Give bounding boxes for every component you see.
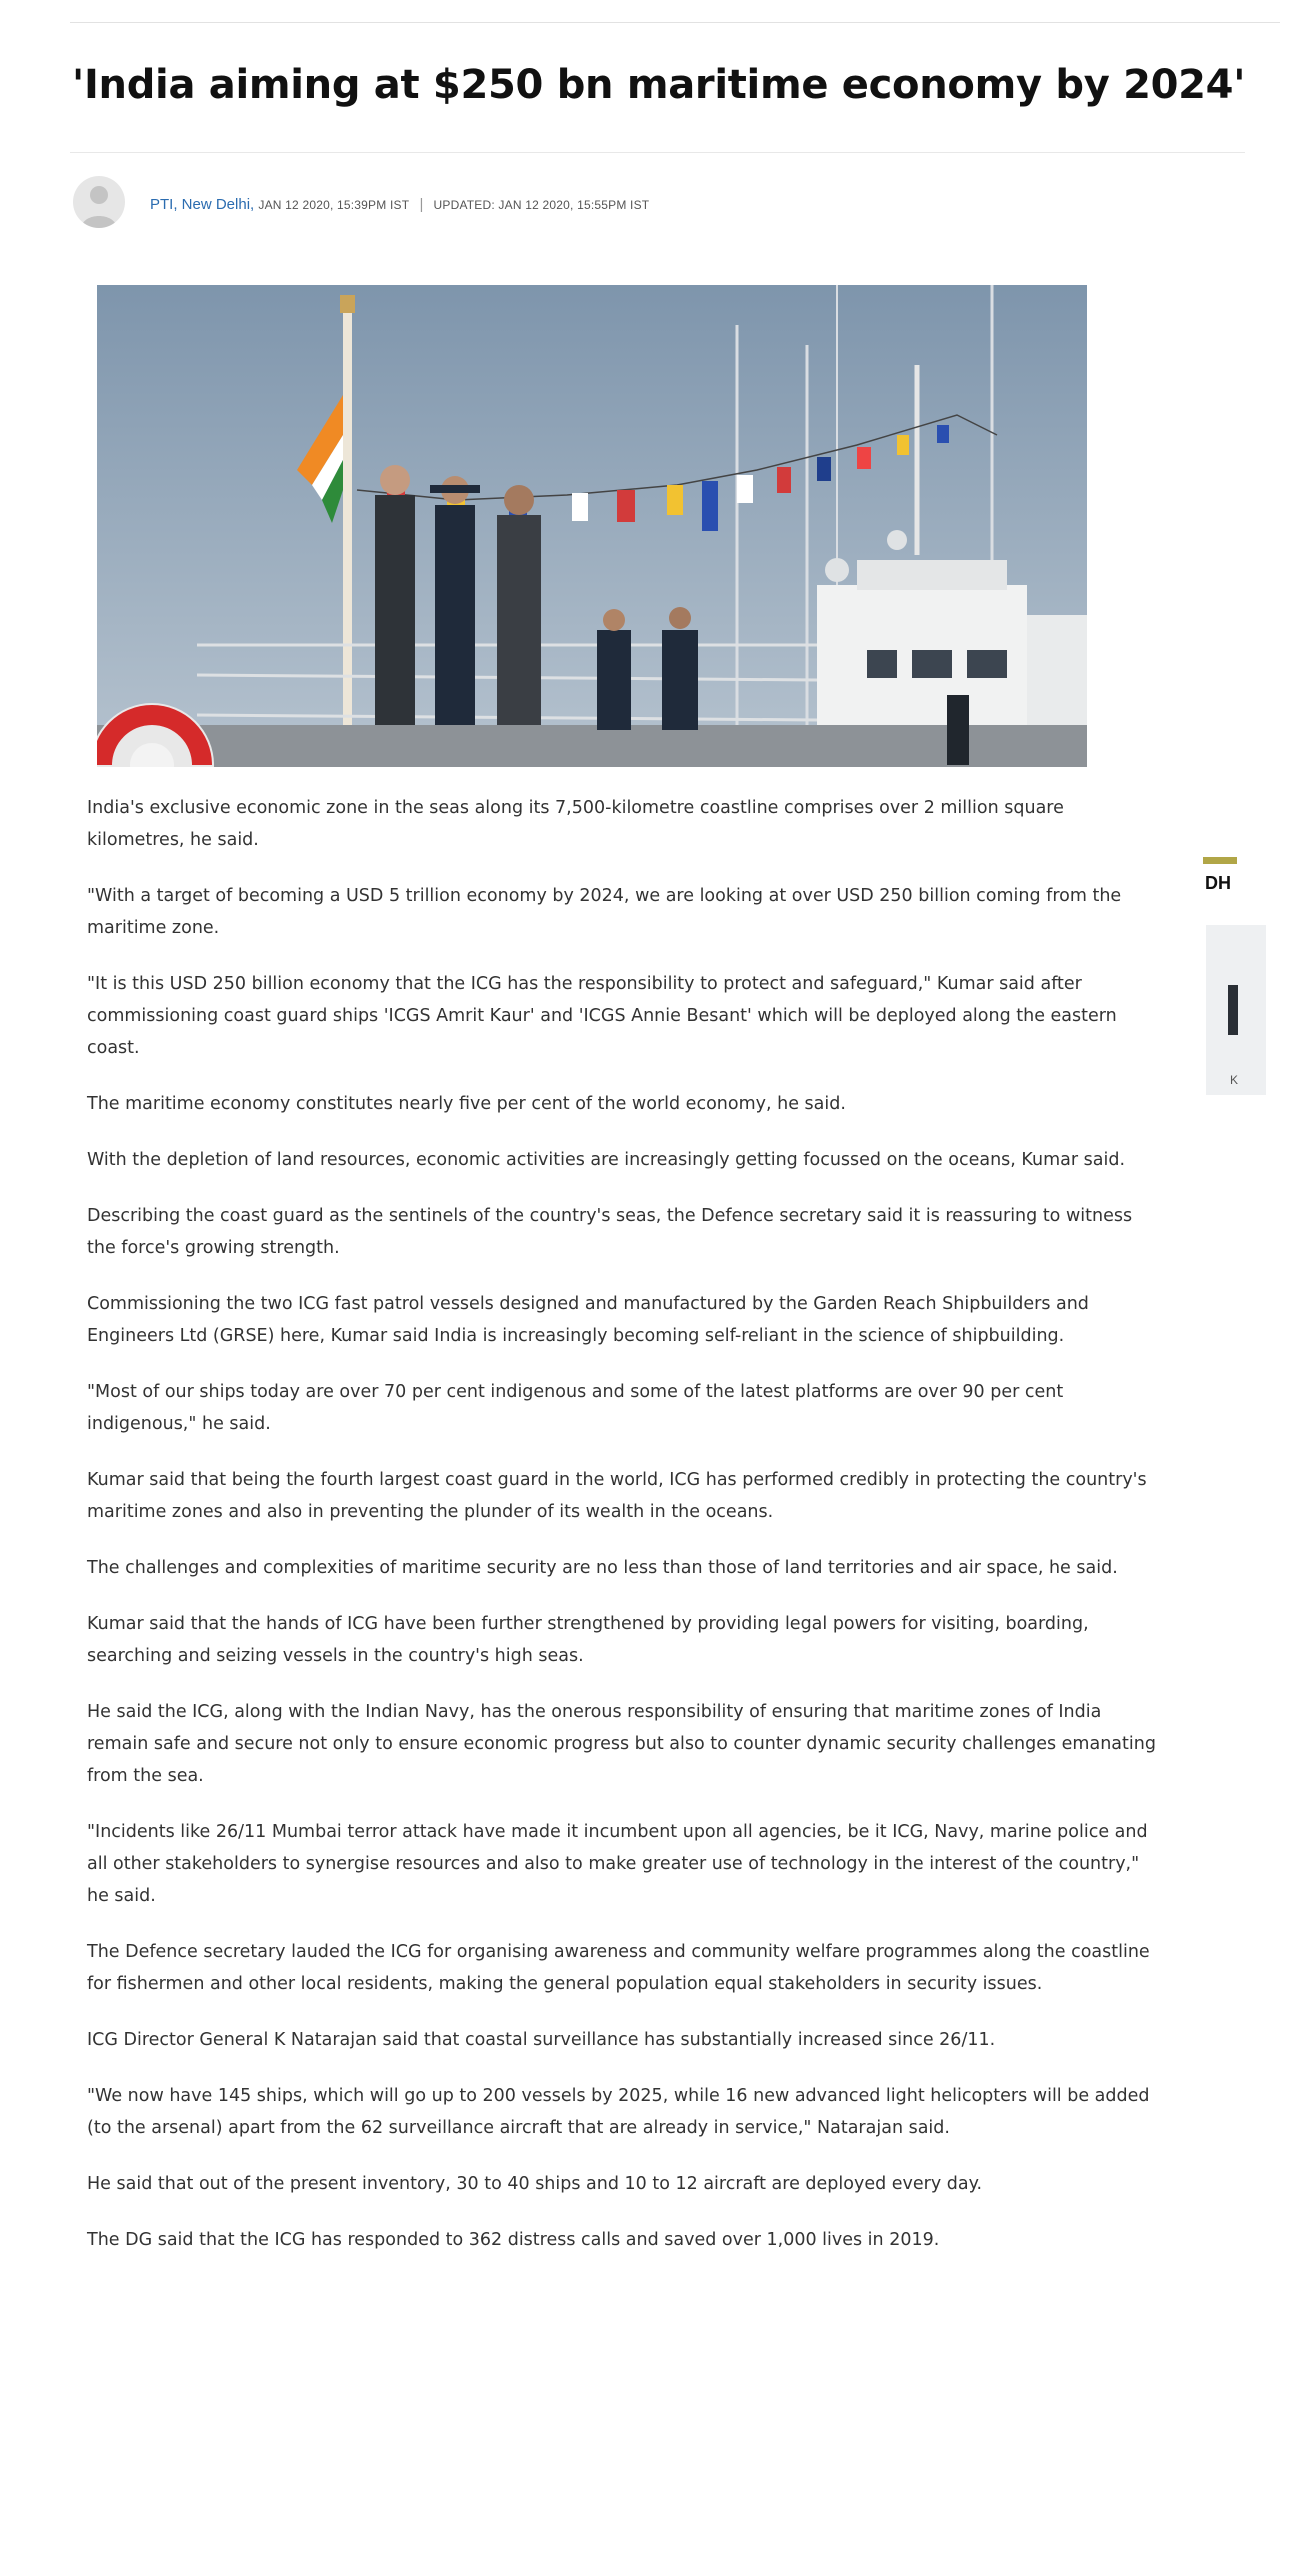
byline-separator: | [419,196,424,213]
article-paragraph: "Incidents like 26/11 Mumbai terror attack have made it incumbent upon all agencies, be it ICG, Navy, marine police and all other stakeholders to synergise resources and also to make greater use of technology in the interest of the country," he said. [87,1822,1148,1906]
sidebar-thumbnail-image [1228,985,1238,1035]
article-paragraph: The Defence secretary lauded the ICG for organising awareness and community welfare programmes along the coastline for fishermen and other local residents, making the general population equal stakeholders in security issues. [87,1942,1150,1994]
article-paragraph: He said that out of the present inventory, 30 to 40 ships and 10 to 12 aircraft are deployed every day. [87,2174,983,2194]
article-paragraph: "It is this USD 250 billion economy that the ICG has the responsibility to protect and safeguard," Kumar said after commissioning coast guard ships 'ICGS Amrit Kaur' and 'ICGS Annie Besant' which will be deployed along the eastern coast. [87,974,1117,1058]
article-paragraph: The DG said that the ICG has responded to 362 distress calls and saved over 1,000 lives in 2019. [87,2230,940,2250]
article-paragraph: Commissioning the two ICG fast patrol vessels designed and manufactured by the Garden Reach Shipbuilders and Engineers Ltd (GRSE) here, Kumar said India is increasingly becoming self-reliant in the science of shipbuilding. [87,1294,1089,1346]
sidebar-accent-bar [1203,857,1237,864]
top-divider [70,22,1280,23]
article-paragraph: Kumar said that being the fourth largest coast guard in the world, ICG has performed credibly in protecting the country's maritime zones and also in preventing the plunder of its wealth in the oceans. [87,1470,1147,1522]
sidebar-thumbnail-text: K [1230,1073,1239,1087]
article-paragraph: Kumar said that the hands of ICG have been further strengthened by providing legal powers for visiting, boarding, searching and seizing vessels in the country's high seas. [87,1614,1089,1666]
headline-divider [70,152,1245,153]
article-paragraph: With the depletion of land resources, economic activities are increasingly getting focussed on the oceans, Kumar said. [87,1150,1126,1170]
article-headline: 'India aiming at $250 bn maritime economy by 2024' [72,62,1246,108]
article-paragraph: He said the ICG, along with the Indian Navy, has the onerous responsibility of ensuring that maritime zones of India remain safe and secure not only to ensure economic progress but also to counter dynamic security challenges emanating from the sea. [87,1702,1156,1786]
article-paragraph: "With a target of becoming a USD 5 trillion economy by 2024, we are looking at over USD 250 billion coming from the maritime zone. [87,886,1122,938]
article-paragraph: ICG Director General K Natarajan said that coastal surveillance has substantially increased since 26/11. [87,2030,996,2050]
article-paragraph: "We now have 145 ships, which will go up to 200 vessels by 2025, while 16 new advanced light helicopters will be added (to the arsenal) apart from the 62 surveillance aircraft that are already in service," Natarajan said. [87,2086,1150,2138]
article-paragraph: The maritime economy constitutes nearly five per cent of the world economy, he said. [87,1094,846,1114]
byline [150,196,649,213]
author-avatar-icon[interactable] [73,176,125,228]
updated-time: UPDATED: JAN 12 2020, 15:55PM IST [433,198,650,212]
hero-photo [97,285,1087,767]
article-paragraph: The challenges and complexities of maritime security are no less than those of land territories and air space, he said. [87,1558,1118,1578]
published-time: JAN 12 2020, 15:39PM IST [258,198,410,212]
sidebar-section-label: DH [1205,873,1231,893]
sidebar-thumbnail[interactable] [1206,925,1266,1095]
article-paragraph: "Most of our ships today are over 70 per cent indigenous and some of the latest platforms are over 90 per cent indigenous," he said. [87,1382,1064,1434]
article-paragraph: India's exclusive economic zone in the seas along its 7,500-kilometre coastline comprises over 2 million square kilometres, he said. [87,798,1064,850]
article-paragraph: Describing the coast guard as the sentinels of the country's seas, the Defence secretary said it is reassuring to witness the force's growing strength. [87,1206,1133,1258]
byline-source[interactable]: PTI, New Delhi, [150,196,255,213]
article-body [87,792,1157,2280]
